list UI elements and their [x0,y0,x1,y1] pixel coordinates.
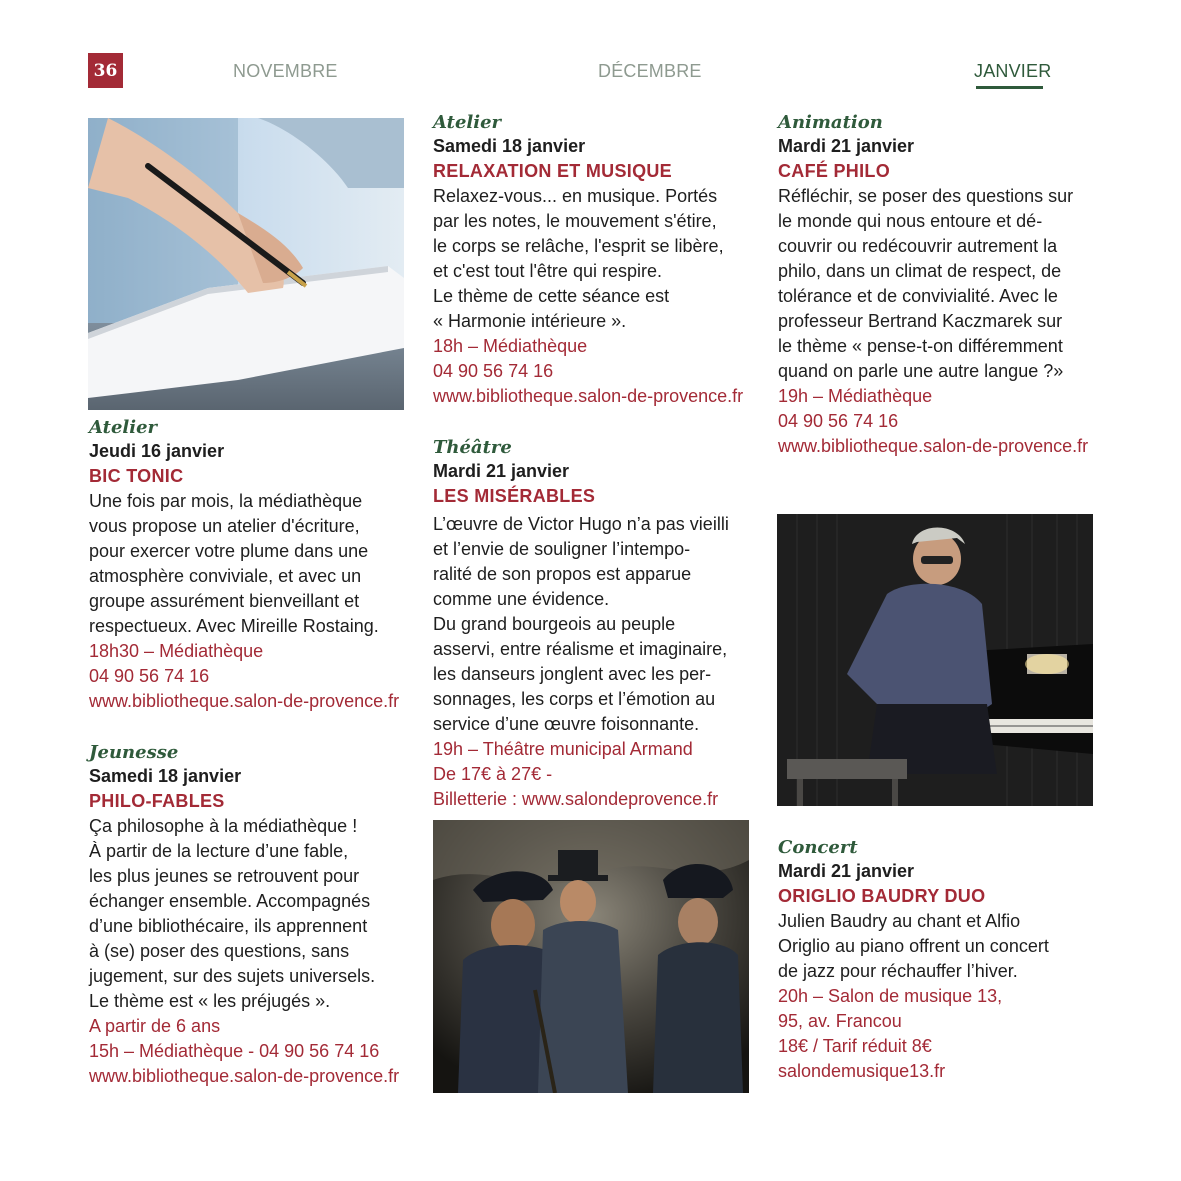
event-website-link[interactable]: salondemusique13.fr [778,1061,946,1081]
event-description: Ça philosophe à la médiathèque ! À partir de la lecture d’une fable, les plus jeunes se retrouvent pour échanger ensemble. Accompagnés d’une bibliothécaire, ils apprennent à (se) poser des questions, sans jugement, sur des sujets universels. Le thème est « les préjugés ». [89,816,376,1011]
active-month-underline [976,86,1043,89]
event-date: Samedi 18 janvier [89,766,242,786]
event-venue: 20h – Salon de musique 13, [778,986,1003,1006]
event-time-place: 15h – Médiathèque - 04 90 56 74 16 [89,1041,380,1061]
event-description: Julien Baudry au chant et Alfio Origlio au piano offrent un concert de jazz pour réchauffer l’hiver. [778,911,1049,981]
event-bic-tonic [89,417,407,714]
event-description: Une fois par mois, la médiathèque vous propose un atelier d'écriture, pour exercer votre plume dans une atmosphère conviviale, et avec un groupe assurément bienveillant et respectueux. Avec Mireille Rostaing. [89,491,379,636]
month-november: NOVEMBRE [233,61,338,81]
event-date: Mardi 21 janvier [433,461,570,481]
photo-writing-hand [88,118,404,410]
month-december: DÉCEMBRE [598,61,702,81]
event-phone: 04 90 56 74 16 [433,361,554,381]
event-info [433,737,751,812]
page-number: 36 [88,53,123,88]
event-description: Réfléchir, se poser des questions sur le monde qui nous entoure et dé- couvrir ou redécouvrir autrement la philo, dans un climat de respect, de tolérance et de convivialité. Avec le professeur Bertrand Kaczmarek sur le thème « pense-t-on différemment quand on parle une autre langue ?» [778,186,1074,381]
event-description: L’œuvre de Victor Hugo n’a pas vieilli et l’envie de souligner l’intempo- ralité de son propos est apparue comme une évidence. Du grand bourgeois au peuple asservi, entre réalisme et imaginaire, les danseurs jonglent avec les per- sonnages, les corps et l’émotion au service d’une œuvre foisonnante. [433,514,729,734]
event-address: 95, av. Francou [778,1011,902,1031]
event-info [778,984,1096,1084]
event-website-link[interactable]: www.bibliotheque.salon-de-provence.fr [433,386,744,406]
event-time-place: 19h – Médiathèque [778,386,933,406]
event-website-link[interactable]: www.bibliotheque.salon-de-provence.fr [89,691,400,711]
event-date: Samedi 18 janvier [433,136,586,156]
event-ticket-link[interactable]: Billetterie : www.salondeprovence.fr [433,789,719,809]
category-label: Jeunesse [89,742,179,763]
category-label: Concert [778,837,858,858]
event-miserables [433,437,751,812]
event-date: Mardi 21 janvier [778,861,915,881]
event-website-link[interactable]: www.bibliotheque.salon-de-provence.fr [778,436,1089,456]
event-philo-fables [89,742,407,1089]
event-age: A partir de 6 ans [89,1016,221,1036]
event-time-place: 18h30 – Médiathèque [89,641,264,661]
event-time-place: 18h – Médiathèque [433,336,588,356]
event-description: Relaxez-vous... en musique. Portés par les notes, le mouvement s'étire, le corps se relâche, l'esprit se libère, et c'est tout l'être qui respire. Le thème de cette séance est « Harmonie intérieure ». [433,186,724,331]
event-origlio-baudry [778,837,1096,1084]
photo-pianist [777,514,1093,806]
event-title: LES MISÉRABLES [433,486,596,506]
event-title: CAFÉ PHILO [778,161,891,181]
photo-les-miserables [433,820,749,1093]
event-website-link[interactable]: www.bibliotheque.salon-de-provence.fr [89,1066,400,1086]
event-title: BIC TONIC [89,466,184,486]
event-info [778,384,1096,459]
category-label: Théâtre [433,437,512,458]
category-label: Atelier [433,112,502,133]
event-price: 18€ / Tarif réduit 8€ [778,1036,932,1056]
event-date: Mardi 21 janvier [778,136,915,156]
event-phone: 04 90 56 74 16 [778,411,899,431]
event-cafe-philo [778,112,1096,459]
event-phone: 04 90 56 74 16 [89,666,210,686]
category-label: Animation [778,112,883,133]
event-title: ORIGLIO BAUDRY DUO [778,886,986,906]
event-info [89,639,407,714]
event-relaxation [433,112,751,409]
event-time-place: 19h – Théâtre municipal Armand [433,739,693,759]
event-info [89,1014,407,1089]
event-price: De 17€ à 27€ - [433,764,553,784]
event-title: RELAXATION ET MUSIQUE [433,161,672,181]
event-title: PHILO-FABLES [89,791,225,811]
category-label: Atelier [89,417,158,438]
event-date: Jeudi 16 janvier [89,441,225,461]
event-info [433,334,751,409]
month-january: JANVIER [974,61,1052,81]
